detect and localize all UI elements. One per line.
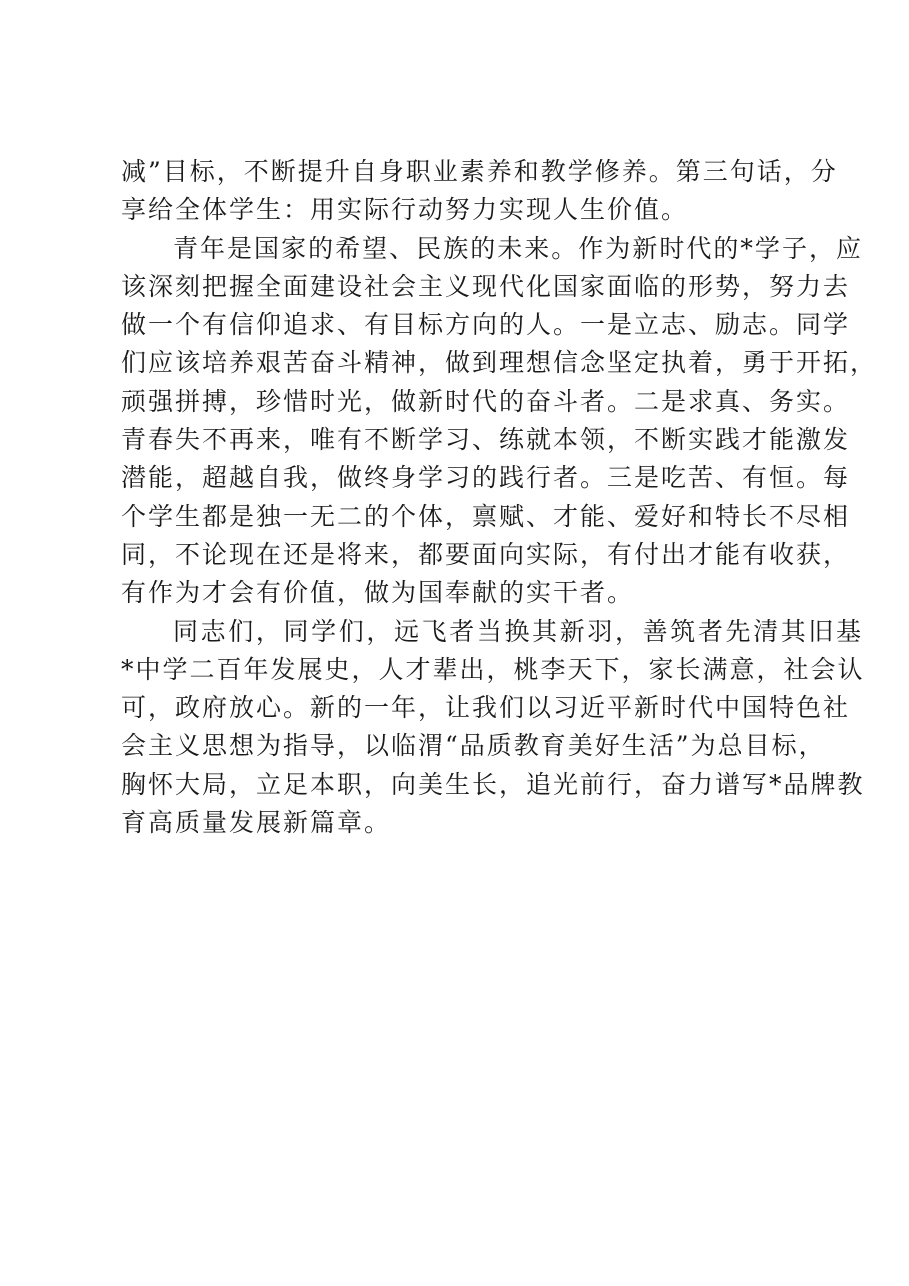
text-line: 同，不论现在还是将来，都要面向实际，有付出才能有收获， [121, 539, 851, 569]
text-line: 个学生都是独一无二的个体，禀赋、才能、爱好和特长不尽相 [121, 501, 851, 531]
text-line: 们应该培养艰苦奋斗精神，做到理想信念坚定执着，勇于开拓， [121, 348, 878, 378]
text-line: 青春失不再来，唯有不断学习、练就本领，不断实践才能激发 [121, 425, 851, 455]
text-line: *中学二百年发展史，人才辈出，桃李天下，家长满意，社会认 [121, 654, 865, 684]
text-line: 有作为才会有价值，做为国奉献的实干者。 [121, 578, 635, 608]
text-line: 潜能，超越自我，做终身学习的践行者。三是吃苦、有恒。每 [121, 463, 851, 493]
document-body [121, 153, 878, 842]
paragraph-start-line: 同志们，同学们，远飞者当换其新羽，善筑者先清其旧基 [173, 616, 863, 646]
text-line: 会主义思想为指导，以临渭“品质教育美好生活”为总目标， [121, 731, 826, 761]
text-line: 顽强拼搏，珍惜时光，做新时代的奋斗者。二是求真、务实。 [121, 386, 851, 416]
text-line: 减”目标，不断提升自身职业素养和教学修养。第三句话，分 [121, 157, 838, 186]
paragraph-start-line: 青年是国家的希望、民族的未来。作为新时代的*学子，应 [173, 233, 863, 263]
text-line: 该深刻把握全面建设社会主义现代化国家面临的形势，努力去 [121, 271, 851, 301]
text-line: 育高质量发展新篇章。 [121, 808, 392, 838]
text-line: 可，政府放心。新的一年，让我们以习近平新时代中国特色社 [121, 693, 851, 723]
text-line: 做一个有信仰追求、有目标方向的人。一是立志、励志。同学 [121, 310, 851, 340]
text-line: 胸怀大局，立足本职，向美生长，追光前行，奋力谱写*品牌教 [121, 769, 865, 799]
text-line: 享给全体学生：用实际行动努力实现人生价值。 [121, 195, 689, 225]
